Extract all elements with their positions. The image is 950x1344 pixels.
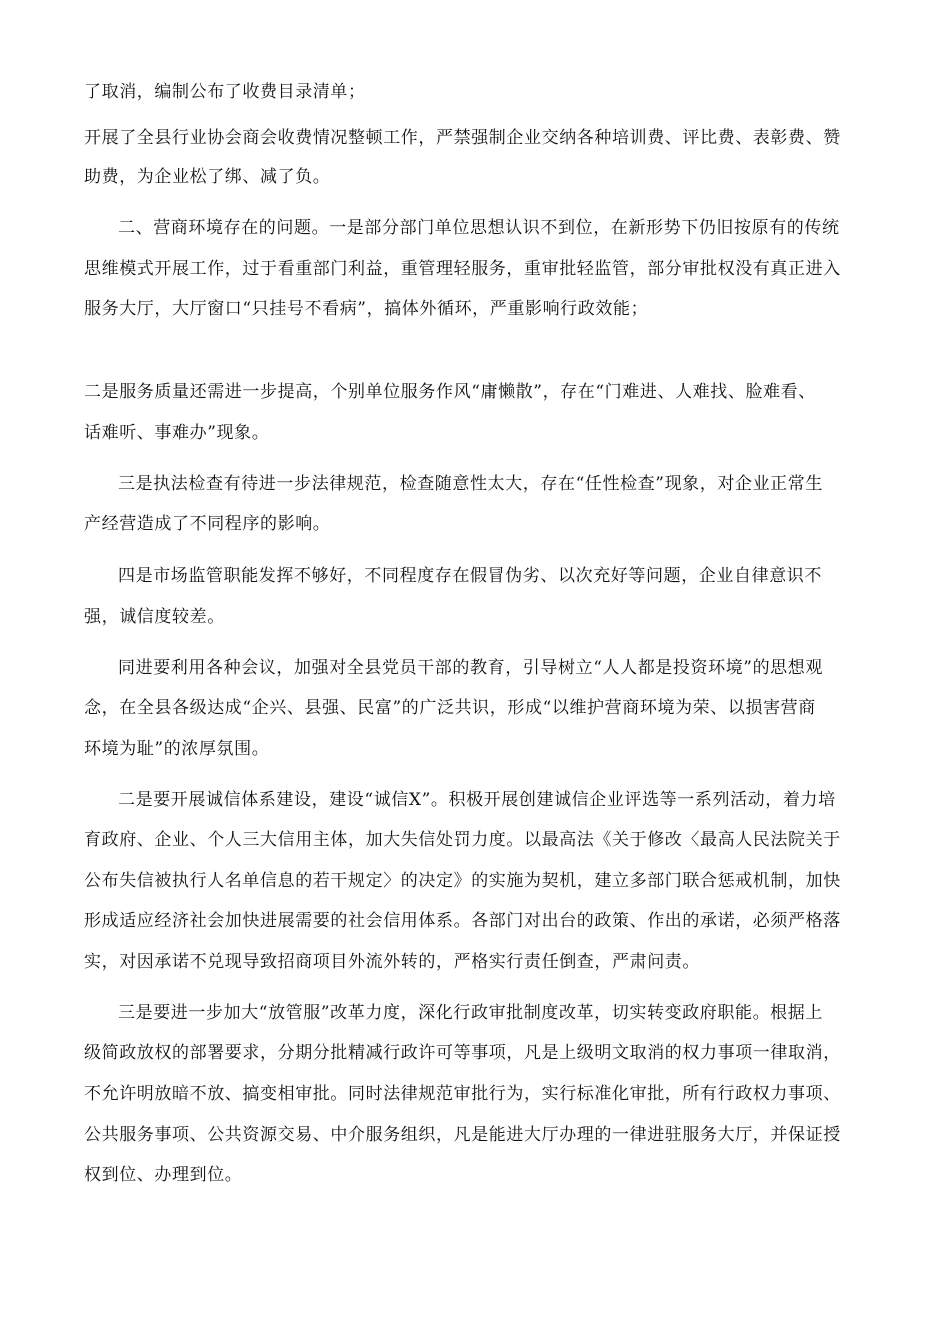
text-line: 开展了全县行业协会商会收费情况整顿工作，严禁强制企业交纳各种培训费、评比费、表彰费、赞 [84, 128, 841, 148]
text-line: 三是执法检查有待进一步法律规范，检查随意性太大，存在“任性检查”现象，对企业正常生 [118, 474, 823, 494]
text-line: 实，对因承诺不兑现导致招商项目外流外转的，严格实行责任倒查，严肃问责。 [84, 952, 700, 972]
text-line: 不允许明放暗不放、搞变相审批。同时法律规范审批行为，实行标准化审批，所有行政权力事项、 [84, 1084, 841, 1104]
text-line: 服务大厅，大厅窗口“只挂号不看病”，搞体外循环，严重影响行政效能； [84, 299, 649, 319]
text-line: 级简政放权的部署要求，分期分批精减行政许可等事项，凡是上级明文取消的权力事项一律取消， [84, 1043, 841, 1063]
text-line: 二是要开展诚信体系建设，建设“诚信X”。积极开展创建诚信企业评选等一系列活动，着力培 [118, 790, 836, 810]
text-line: 二、营商环境存在的问题。一是部分部门单位思想认识不到位，在新形势下仍旧按原有的传统 [118, 218, 840, 238]
text-line: 三是要进一步加大“放管服”改革力度，深化行政审批制度改革，切实转变政府职能。根据上 [118, 1003, 823, 1023]
text-line: 权到位、办理到位。 [84, 1165, 243, 1185]
text-line: 四是市场监管职能发挥不够好，不同程度存在假冒伪劣、以次充好等问题，企业自律意识不 [118, 566, 822, 586]
text-line: 助费，为企业松了绑、减了负。 [84, 167, 331, 187]
text-line: 公布失信被执行人名单信息的若干规定〉的决定》的实施为契机，建立多部门联合惩戒机制，加快 [84, 871, 841, 891]
text-line: 强，诚信度较差。 [84, 607, 225, 627]
text-line: 育政府、企业、个人三大信用主体，加大失信处罚力度。以最高法《关于修改〈最高人民法院关于 [84, 830, 841, 850]
text-line: 同进要利用各种会议，加强对全县党员干部的教育，引导树立“人人都是投资环境”的思想观 [118, 658, 823, 678]
text-line: 念，在全县各级达成“企兴、县强、民富”的广泛共识，形成“以维护营商环境为荣、以损害营商 [84, 698, 816, 718]
text-line: 公共服务事项、公共资源交易、中介服务组织，凡是能进大厅办理的一律进驻服务大厅，并保证授 [84, 1125, 841, 1145]
text-line: 产经营造成了不同程序的影响。 [84, 514, 331, 534]
text-line: 话难听、事难办”现象。 [84, 423, 270, 443]
text-line: 思维模式开展工作，过于看重部门利益，重管理轻服务，重审批轻监管，部分审批权没有真正进入 [84, 259, 841, 279]
text-line: 环境为耻”的浓厚氛围。 [84, 739, 270, 759]
text-line: 形成适应经济社会加快进展需要的社会信用体系。各部门对出台的政策、作出的承诺，必须严格落 [84, 911, 841, 931]
text-line: 了取消，编制公布了收费目录清单； [84, 82, 366, 102]
text-line: 二是服务质量还需进一步提高，个别单位服务作风“庸懒散”，存在“门难进、人难找、脸难看、 [84, 382, 816, 402]
